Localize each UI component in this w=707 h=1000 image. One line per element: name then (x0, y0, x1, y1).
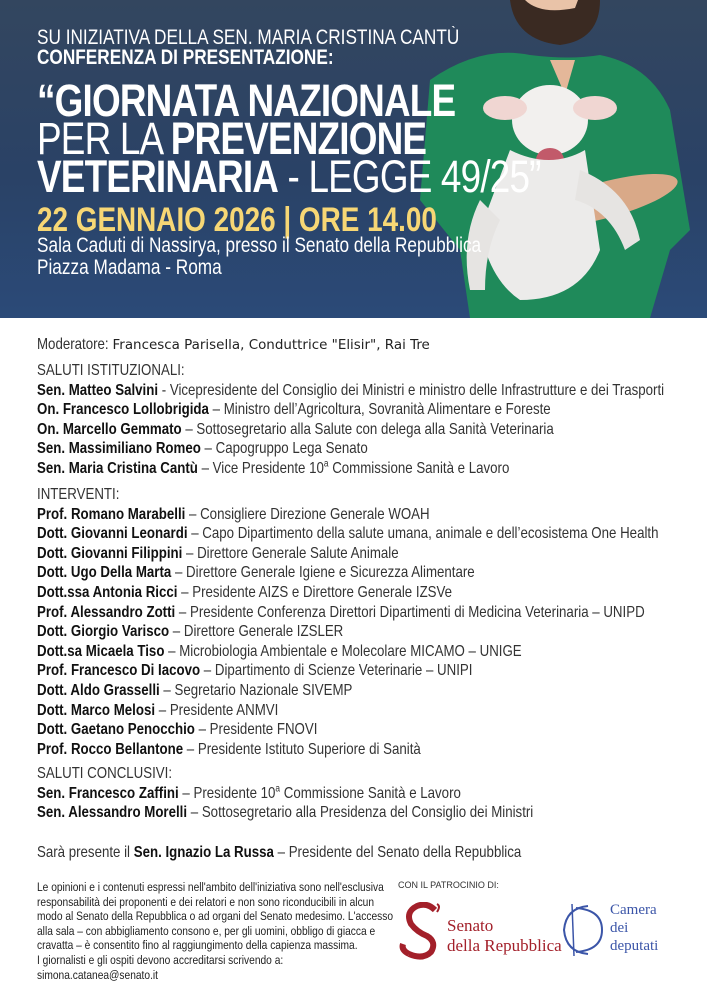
section-heading: SALUTI ISTITUZIONALI: (37, 362, 185, 379)
speaker-name: Prof. Alessandro Zotti (37, 603, 176, 621)
speaker-name: Dott. Aldo Grasselli (37, 682, 160, 699)
speaker-role: – Presidente Conferenza Direttori Dipartimenti di Medicina Veterinaria – UNIPD (175, 603, 645, 621)
disclaimer-line: responsabilità dei proponenti e dei relatori e non sono riconducibili in alcun (37, 894, 375, 909)
speaker-row (37, 622, 343, 641)
speaker-row (37, 420, 554, 439)
presence-name: Sen. Ignazio La Russa (133, 844, 274, 861)
speaker-name: Dott. Giovanni Leonardi (37, 525, 188, 543)
speaker-role: – Presidente 10 (178, 784, 276, 802)
speaker-name: Dott.ssa Antonia Ricci (37, 584, 178, 601)
speaker-role: – Presidente FNOVI (194, 721, 318, 739)
event-date: 22 GENNAIO 2026 | ORE 14.00 (37, 201, 437, 239)
speaker-name: Sen. Massimiliano Romeo (37, 440, 201, 458)
camera-logo (558, 902, 698, 962)
speaker-row (37, 701, 278, 720)
speaker-name: Prof. Romano Marabelli (37, 505, 186, 523)
senato-s-emblem-icon (397, 902, 445, 960)
speaker-role: – Microbiologia Ambientale e Molecolare MICAMO – UNIGE (164, 642, 522, 660)
venue-line-2: Piazza Madama - Roma (37, 256, 222, 279)
speaker-row (37, 603, 645, 622)
moderator-value: Francesca Parisella, Conduttrice "Elisir", Rai Tre (112, 337, 430, 353)
section-heading: INTERVENTI: (37, 486, 120, 503)
senato-logo-line1: Senato (447, 916, 494, 935)
speaker-row (37, 544, 399, 563)
speaker-row (37, 642, 522, 661)
speaker-row (37, 439, 368, 458)
disclaimer-line: I giornalisti e gli ospiti devono accreditarsi scrivendo a: (37, 952, 284, 967)
title-line-3 (37, 151, 541, 202)
hero-banner (0, 0, 707, 318)
speaker-name: Dott. Ugo Della Marta (37, 564, 172, 582)
disclaimer (37, 880, 394, 982)
speaker-row (37, 720, 317, 739)
presence-before: Sarà presente il (37, 844, 134, 861)
speaker-role: – Direttore Generale Salute Animale (182, 544, 399, 562)
presence-note (37, 843, 521, 862)
camera-logo-line2: dei (610, 920, 629, 936)
speaker-row (37, 524, 658, 543)
initiative-kicker: SU INIZIATIVA DELLA SEN. MARIA CRISTINA CANTÙ (37, 26, 460, 49)
speaker-role: – Ministro dell’Agricoltura, Sovranità Alimentare e Foreste (208, 401, 551, 419)
disclaimer-line: alla sala – con abbigliamento consono e, per gli uomini, obbligo di giacca e (37, 923, 376, 938)
speaker-row (37, 381, 664, 400)
moderator-label: Moderatore: (37, 336, 113, 353)
speaker-role: – Presidente AIZS e Direttore Generale IZSVe (177, 584, 453, 601)
title-light-text: - LEGGE 49/25” (278, 151, 541, 202)
speaker-role: – Sottosegretario alla Presidenza del Consiglio dei Ministri (187, 804, 534, 822)
venue-line-1: Sala Caduti di Nassirya, presso il Senato della Repubblica (37, 234, 482, 257)
speaker-name: Prof. Rocco Bellantone (37, 740, 184, 758)
speaker-name: Prof. Francesco Di Iacovo (37, 662, 201, 680)
speaker-role-rest: Commissione Sanità e Lavoro (280, 784, 461, 802)
speaker-row (37, 740, 421, 759)
speaker-role-rest: Commissione Sanità e Lavoro (328, 460, 510, 477)
ordinal-suffix: a (323, 458, 329, 470)
speaker-role: – Direttore Generale IZSLER (169, 623, 344, 641)
conference-subtitle: CONFERENZA DI PRESENTAZIONE: (37, 46, 334, 69)
speaker-role: - Vicepresidente del Consiglio dei Ministri e ministro delle Infrastrutture e dei Trasporti (158, 381, 665, 399)
presence-after: – Presidente del Senato della Repubblica (273, 844, 522, 861)
speaker-row (37, 661, 472, 680)
speaker-role: – Capogruppo Lega Senato (200, 440, 368, 458)
disclaimer-line: simona.catanea@senato.it (37, 967, 159, 982)
speaker-row (37, 563, 475, 582)
speaker-role: – Dipartimento di Scienze Veterinarie – UNIPI (200, 662, 473, 680)
speaker-row (37, 505, 430, 524)
speaker-row (37, 459, 509, 478)
speaker-name: Dott. Giovanni Filippini (37, 544, 183, 562)
speaker-role: – Presidente ANMVI (155, 701, 279, 719)
speaker-name: Dott. Giorgio Varisco (37, 623, 170, 641)
moderator (37, 335, 430, 355)
title-line-1: “GIORNATA NAZIONALE (37, 75, 456, 126)
speaker-role: – Segretario Nazionale SIVEMP (159, 682, 353, 699)
speaker-row (37, 681, 352, 700)
title-bold-text: VETERINARIA (37, 151, 279, 202)
camera-logo-line3: deputati (610, 938, 659, 954)
speaker-row (37, 784, 461, 803)
speaker-row (37, 803, 533, 822)
camera-cd-emblem-icon (558, 900, 608, 960)
speaker-name: Dott. Gaetano Penocchio (37, 721, 195, 739)
speaker-name: Sen. Alessandro Morelli (37, 804, 188, 822)
disclaimer-line: modo al Senato della Repubblica o ad organi del Senato medesimo. L'accesso (37, 909, 394, 924)
speaker-role: – Consigliere Direzione Generale WOAH (185, 505, 430, 523)
camera-logo-line1: Camera (610, 902, 657, 918)
speaker-name: Sen. Francesco Zaffini (37, 784, 179, 802)
speaker-name: Dott. Marco Melosi (37, 701, 156, 719)
disclaimer-line: Le opinioni e i contenuti espressi nell'ambito dell'iniziativa sono nell'esclusiva (37, 880, 384, 894)
speaker-role: – Direttore Generale Igiene e Sicurezza Alimentare (171, 564, 475, 582)
speaker-name: Sen. Matteo Salvini (37, 381, 159, 399)
speaker-name: On. Marcello Gemmato (37, 420, 182, 438)
patronage-label: CON IL PATROCINIO DI: (398, 880, 499, 890)
section-heading: SALUTI CONCLUSIVI: (37, 765, 173, 782)
speaker-row (37, 583, 452, 602)
speaker-role: – Presidente Istituto Superiore di Sanità (183, 740, 421, 758)
speaker-name: Sen. Maria Cristina Cantù (37, 460, 198, 477)
senato-logo-line2: della Repubblica (447, 936, 562, 955)
speaker-role: – Vice Presidente 10 (197, 460, 324, 477)
ordinal-suffix: a (275, 783, 281, 795)
title-light-text: PER LA (37, 113, 171, 164)
speaker-name: On. Francesco Lollobrigida (37, 401, 209, 419)
speaker-role: – Sottosegretario alla Salute con delega alla Sanità Veterinaria (181, 420, 554, 438)
speaker-name: Dott.sa Micaela Tiso (37, 642, 165, 660)
speaker-row (37, 400, 551, 419)
title-bold-text: PREVENZIONE (170, 113, 427, 164)
speaker-role: – Capo Dipartimento della salute umana, animale e dell’ecosistema One Health (187, 525, 659, 543)
disclaimer-line: cravatta – è consentito fino al raggiungimento della capienza massima. (37, 938, 358, 953)
senato-logo (395, 902, 562, 962)
